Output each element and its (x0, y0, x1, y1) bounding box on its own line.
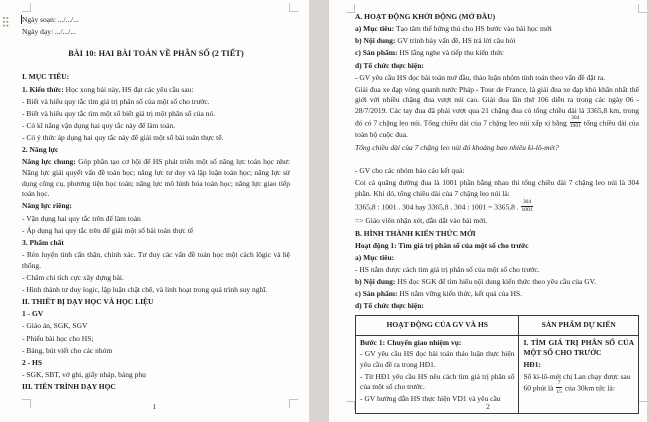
text-run: d) Tổ chức thực hiện: (355, 60, 424, 70)
text-run: c) Sản phẩm: (355, 48, 400, 58)
paragraph (22, 133, 290, 144)
text-run: c) Sản phẩm: (355, 289, 400, 299)
paragraph (22, 109, 290, 120)
paragraph (22, 370, 290, 381)
text-run: Hoạt động 1: Tìm giá trị phân số của một số cho trước (355, 240, 529, 250)
fraction-numerator: 7 (557, 380, 561, 387)
text-run: Tổng chiều dài của 7 chặng leo núi đó khoảng bao nhiêu ki-lô-mét? (355, 142, 559, 152)
section-heading (22, 297, 290, 308)
text-run: 2 - HS (22, 357, 43, 367)
text-run: Ngày dạy: .../.../... (22, 27, 76, 37)
text-run: - Giáo án, SGK, SGV (22, 321, 88, 331)
paragraph (355, 48, 639, 59)
text-run: Số ki-lô-mét chị Lan chạy được sau 60 phút là (523, 371, 631, 393)
text-run: - Từ HĐ1 yêu cầu HS nêu cách tìm giá trị phân số của một số cho trước. (360, 371, 515, 392)
text-run: HS nắm vững kiến thức, kết quả của HS. (399, 289, 523, 299)
fraction (570, 116, 581, 130)
text-run: - HS nắm được cách tìm giá trị phân số của một số cho trước. (355, 264, 540, 274)
paragraph (523, 372, 634, 396)
text-run: - Phiếu bài học cho HS; (22, 333, 94, 343)
date-line-day (22, 27, 290, 38)
page-2-content (329, 0, 647, 414)
paragraph (355, 277, 639, 288)
paragraph (355, 253, 639, 264)
fraction-denominator: 1001 (521, 207, 533, 214)
text-run: - Áp dụng hai quy tắc trên để giải một số bài toán thực tế (22, 225, 194, 235)
text-run: - SGK, SBT, vở ghi, giấy nháp, bảng phụ (22, 369, 146, 379)
sub-heading (22, 145, 290, 156)
text-run: I. MỤC TIÊU: (22, 72, 70, 82)
fraction-numerator: 304 (522, 199, 532, 206)
question-line (355, 143, 639, 154)
paragraph (355, 73, 639, 84)
text-run: - Biết và hiểu quy tắc tìm giá trị phân số của một số cho trước. (22, 96, 210, 106)
text-run: - GV cho các nhóm báo cáo kết quả: (355, 166, 465, 176)
text-run: Tạo tâm thế hứng thú cho HS bước vào bài học mới (396, 24, 552, 34)
text-run: 2. Năng lực (22, 145, 59, 155)
text-run: - Có kĩ năng vận dụng hai quy tắc này để làm toán. (22, 120, 176, 130)
paragraph (22, 346, 290, 357)
text-run: - Hình thành tư duy logic, lập luận chặt chẽ, và linh hoạt trong quá trình suy nghĩ. (22, 284, 268, 294)
paragraph (22, 85, 290, 96)
activity-table (355, 315, 639, 414)
paragraph (22, 214, 290, 225)
paragraph (360, 338, 514, 349)
paragraph (22, 97, 290, 108)
text-run: Bước 1: Chuyển giao nhiệm vụ: (360, 337, 462, 347)
text-run: b) Nội dung: (355, 36, 398, 46)
sub-heading (22, 358, 290, 369)
text-run: - Rèn luyện tính cẩn thận, chính xác. Tư duy các vấn đề toán học một cách lôgic và hệ thống. (22, 250, 290, 270)
text-run: b) Nội dung: (355, 277, 398, 287)
paragraph (22, 226, 290, 237)
text-run: 3. Phẩm chất (22, 237, 64, 247)
text-run: GV trình bày vấn đề, HS trả lời câu hỏi (397, 36, 516, 46)
text-run: - Vận dụng hai quy tắc trên để làm toán (22, 213, 141, 223)
sub-heading (22, 238, 290, 249)
text-run: Góp phần tạo cơ hội để HS phát triển một số năng lực toán học như: Năng lực giải quyết vấn đề toán học; năng lực tư duy và lập luận toán học; năng lực sử dụng công cụ, phương tiện học toán; năng lực mô hình hóa toán học; năng lực giao tiếp toán học. (22, 157, 290, 199)
text-run: - GV hướng dẫn HS thực hiện VD1 và yêu cầu (360, 393, 501, 403)
text-run: Coi cả quãng đường đua là 1001 phần bằng nhau thì tổng chiều dài 7 chặng leo núi là 304 phần. Khi đó, tổng chiều dài của 7 chặng leo núi là: (355, 178, 639, 199)
text-run: a) Mục tiêu: (355, 252, 395, 262)
fraction-numerator: 304 (571, 114, 580, 121)
page-number: 1 (152, 402, 157, 411)
text-run: B. HÌNH THÀNH KIẾN THỨC MỚI (355, 228, 476, 238)
section-heading (22, 382, 290, 393)
text-run: tổng chiều dài của toàn bộ cuộc đua. (355, 118, 639, 140)
text-run: II. THIẾT BỊ DẠY HỌC VÀ HỌC LIỆU (22, 297, 154, 307)
paragraph (355, 85, 639, 141)
paragraph (22, 321, 290, 332)
paragraph (22, 157, 290, 200)
page-number: 2 (486, 402, 490, 411)
paragraph (355, 36, 639, 47)
text-run: Năng lực riêng: (22, 201, 72, 211)
text-run: I. TÌM GIÁ TRỊ PHÂN SỐ CỦA MỘT SỐ CHO TRƯỚC (523, 337, 634, 358)
paragraph (355, 289, 639, 300)
text-run: 1 - GV (22, 309, 44, 319)
paragraph (22, 121, 290, 132)
text-run: => Giáo viên nhận xét, dẫn dắt vào bài mới. (355, 216, 488, 226)
text-run: 3365,8 : 1001 . 304 hay 3365,8 . 304 : 1001 = 3365,8 . (355, 202, 521, 212)
section-heading (22, 72, 290, 83)
text-run: Học xong bài này, HS đạt các yêu cầu sau: (65, 84, 194, 94)
text-run: - Biết và hiểu quy tắc tìm một số biết giá trị một phân số của nó. (22, 108, 216, 118)
fraction-denominator: 1001 (569, 123, 581, 130)
text-run: Giải đua xe đạp vòng quanh nước Pháp - Tour de France, là giải đua xe đạp khó khăn nhất thế giới với nhiều chặng đua vượt núi cao. Giải đua lần thứ 106 diễn ra trong các ngày 06 - 28/7/2019. Các tay đua đã phải vượt qua 21 chặng đua có tổng chiều dài là 3365,8 km, trong đó có 7 chặng leo núi. Tổng chiều dài của 7 chặng leo núi xấp xỉ bằng (355, 84, 639, 128)
document-page-1[interactable] (0, 0, 309, 422)
sub-heading (355, 241, 639, 252)
lesson-title (22, 48, 290, 60)
text-run: 1. Kiến thức: (22, 84, 66, 94)
text-run: - GV yêu cầu HS đọc bài toán thảo luận thực hiện yêu cầu đề ra trong HĐ1. (360, 349, 515, 369)
section-heading (355, 12, 639, 23)
page-1-content (0, 0, 309, 393)
text-run: a) Mục tiêu: (355, 24, 397, 34)
paragraph (355, 301, 639, 312)
date-line-soan (22, 15, 290, 26)
text-run: BÀI 10: HAI BÀI TOÁN VỀ PHÂN SỐ (2 TIẾT) (68, 48, 244, 58)
paragraph (523, 338, 634, 359)
formula-line (355, 201, 639, 215)
text-run: - Chăm chỉ tích cực xây dựng bài. (22, 272, 124, 282)
text-run: - Bảng, bút viết cho các nhóm (22, 345, 113, 355)
paragraph (523, 360, 634, 371)
text-run: Ngày soạn: .../.../... (22, 15, 79, 24)
fraction (556, 381, 562, 395)
text-run: - Có ý thức áp dụng hai quy tắc này để giải một số bài toán thực tế. (22, 133, 224, 143)
paragraph (22, 334, 290, 345)
paragraph (355, 166, 639, 177)
paragraph (355, 216, 639, 227)
paragraph (355, 178, 639, 199)
paragraph (360, 349, 514, 370)
text-run: HS lắng nghe và tiếp thu kiến thức (399, 48, 504, 58)
fraction (521, 200, 532, 214)
section-heading (355, 229, 639, 240)
document-page-2[interactable] (329, 0, 647, 422)
paragraph (22, 250, 290, 271)
text-run: Năng lực chung: (22, 157, 79, 167)
page-gap (309, 0, 329, 422)
paragraph (360, 372, 514, 393)
sub-heading (22, 309, 290, 320)
text-run: - GV yêu cầu HS đọc bài toán mở đầu, thảo luận nhóm tính toán theo vấn đề đặt ra. (355, 72, 606, 82)
text-run: HS đọc SGK để tìm hiểu nội dung kiến thức theo yêu cầu của GV. (397, 277, 596, 287)
fraction-denominator: 15 (556, 388, 562, 395)
paragraph (355, 24, 639, 35)
paragraph (22, 285, 290, 296)
text-run: của 30km tức là: (562, 383, 615, 393)
table-header-cell: HOẠT ĐỘNG CỦA GV VÀ HS (356, 316, 519, 336)
text-run: d) Tổ chức thực hiện: (355, 301, 424, 311)
paragraph (355, 265, 639, 276)
text-run: III. TIẾN TRÌNH DẠY HỌC (22, 382, 116, 392)
paragraph (355, 61, 639, 72)
text-run: HĐ1: (523, 359, 541, 369)
paragraph (22, 273, 290, 284)
table-header-cell: SẢN PHẨM DỰ KIẾN (519, 316, 639, 336)
text-run: A. HOẠT ĐỘNG KHỞI ĐỘNG (MỞ ĐẦU) (355, 12, 496, 21)
sub-heading (22, 201, 290, 212)
